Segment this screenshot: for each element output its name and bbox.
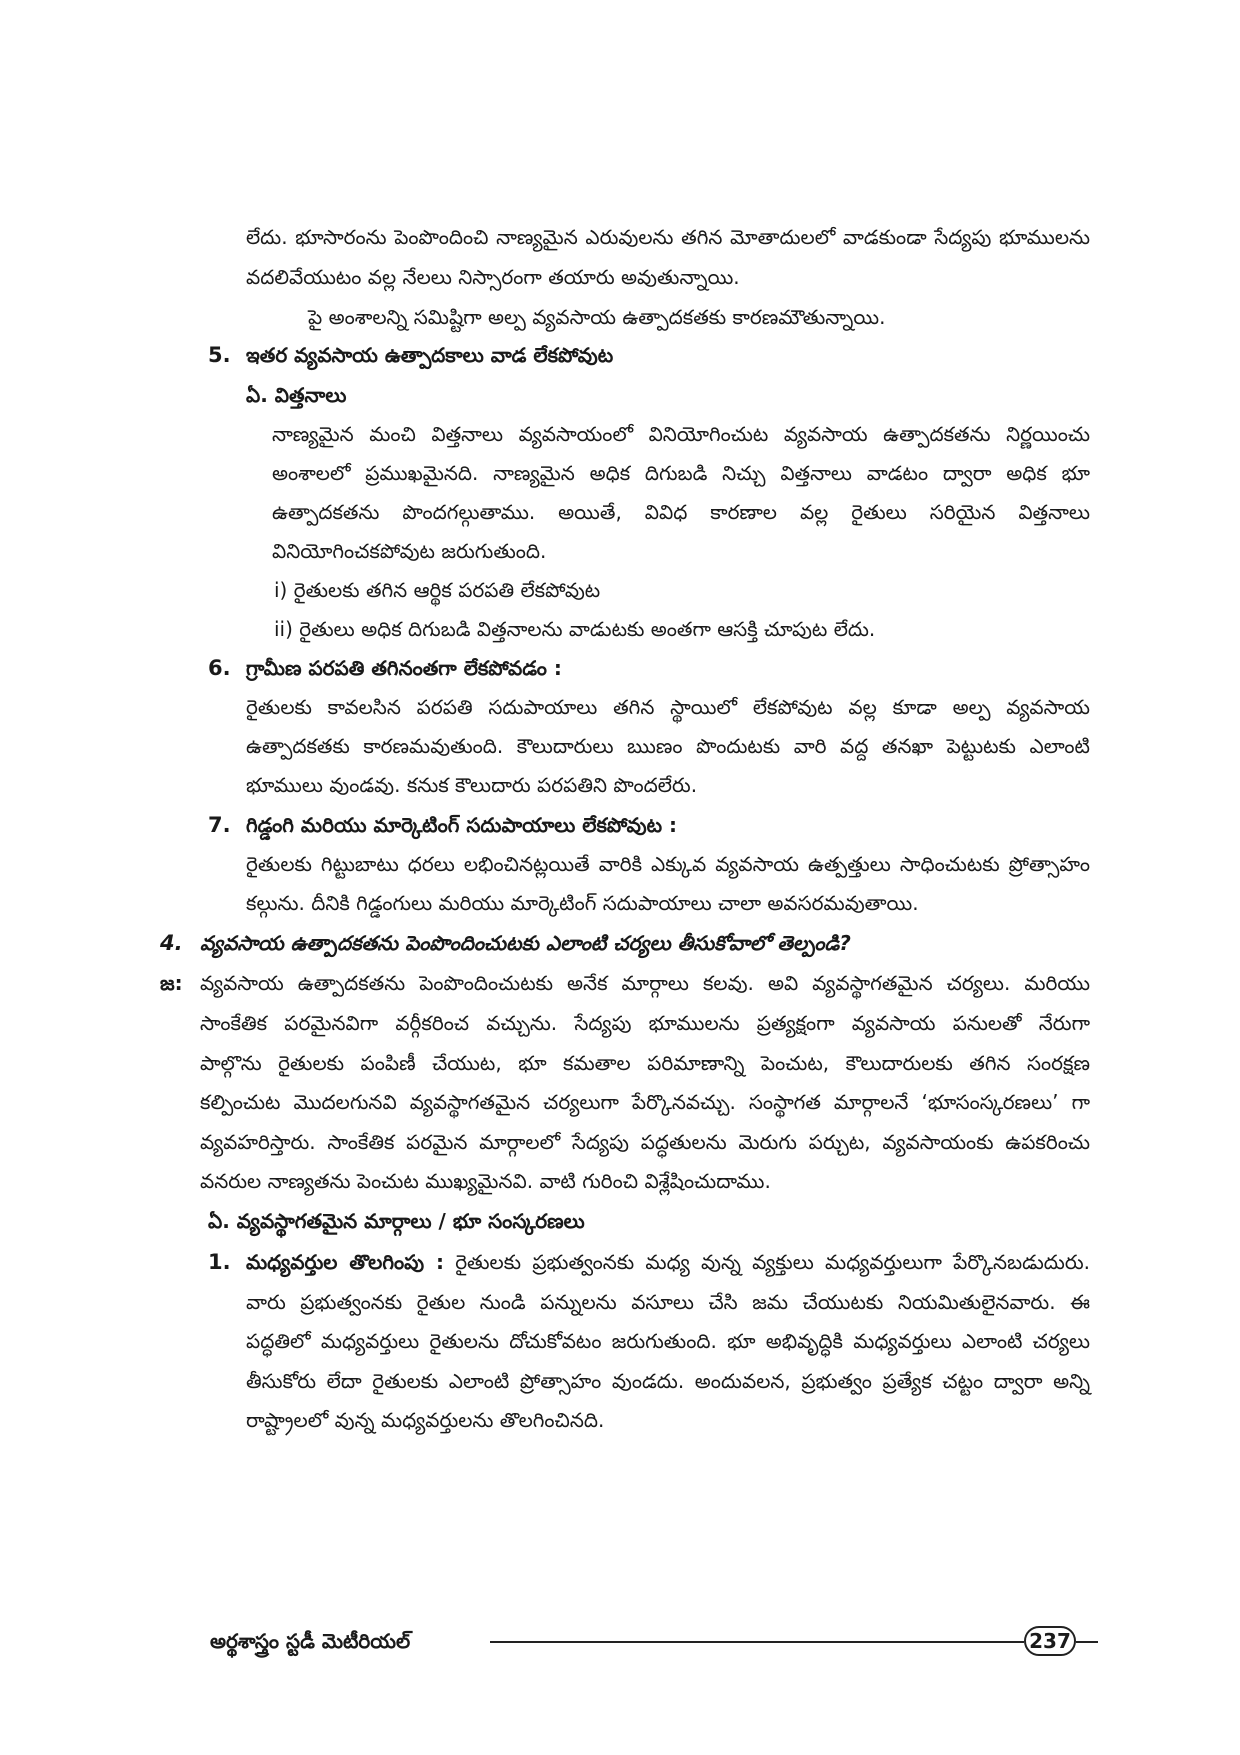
section-5-line-2: అంశాలలో ప్రముఖమైనది. నాణ్యమైన అధిక దిగుబడి నిచ్చు విత్తనాలు వాడటం ద్వారా అధిక భూ xyxy=(272,461,1090,485)
section-7-line-2: కల్గును. దీనికి గిడ్డంగులు మరియు మార్కెటింగ్ సదుపాయాలు చాలా అవసరమవుతాయి. xyxy=(246,891,919,915)
item-1-line-3: పద్ధతిలో మధ్యవర్తులు రైతులను దోచుకోవటం జరుగుతుంది. భూ అభివృద్ధికి మధ్యవర్తులు ఎలాంటి చర్యలు xyxy=(246,1329,1090,1353)
answer-line-5: వ్యవహరిస్తారు. సాంకేతిక పరమైన మార్గాలలో సేద్యపు పద్ధతులను మెరుగు పర్చుట, వ్యవసాయంకు ఉపకరించు xyxy=(200,1130,1090,1154)
section-5-line-3: ఉత్పాదకతను పొందగల్గుతాము. అయితే, వివిధ కారణాల వల్ల రైతులు సరియైన విత్తనాలు xyxy=(272,500,1090,524)
answer-line-6: వనరుల నాణ్యతను పెంచుట ముఖ్యమైనవి. వాటి గురించి విశ్లేషించుదాము. xyxy=(200,1169,771,1193)
answer-line-1: వ్యవసాయ ఉత్పాదకతను పెంపొందించుటకు అనేక మార్గాలు కలవు. అవి వ్యవస్థాగతమైన చర్యలు. మరియు xyxy=(200,971,1090,995)
section-5-line-1: నాణ్యమైన మంచి విత్తనాలు వ్యవసాయంలో వినియోగించుట వ్యవసాయ ఉత్పాదకతను నిర్ణయించు xyxy=(272,422,1090,446)
section-6-line-3: భూములు వుండవు. కనుక కౌలుదారు పరపతిని పొందలేరు. xyxy=(246,773,698,797)
section-5-heading: ఇతర వ్యవసాయ ఉత్పాదకాలు వాడ లేకపోవుట xyxy=(246,343,614,367)
section-7-number: 7. xyxy=(208,813,231,837)
section-6-number: 6. xyxy=(208,656,231,680)
intro-summary: పై అంశాలన్ని సమిష్టిగా అల్ప వ్యవసాయ ఉత్పాదకతకు కారణమౌతున్నాయి. xyxy=(308,305,886,329)
item-1-line-5: రాష్ట్రాలలో వున్న మధ్యవర్తులను తొలగించినది. xyxy=(246,1408,605,1432)
item-1-title: మధ్యవర్తుల తొలగింపు : xyxy=(246,1250,444,1274)
section-7-heading: గిడ్డంగి మరియు మార్కెటింగ్ సదుపాయాలు లేకపోవుట : xyxy=(246,813,678,837)
item-1-first-text: రైతులకు ప్రభుత్వంనకు మధ్య వున్న వ్యక్తులు మధ్యవర్తులుగా పేర్కొనబడుదురు. xyxy=(443,1250,1090,1274)
section-6-line-1: రైతులకు కావలసిన పరపతి సదుపాయాలు తగిన స్థాయిలో లేకపోవుట వల్ల కూడా అల్ప వ్యవసాయ xyxy=(246,695,1090,719)
item-1-line-4: తీసుకోరు లేదా రైతులకు ఎలాంటి ప్రోత్సాహం వుండదు. అందువలన, ప్రభుత్వం ప్రత్యేక చట్టం ద్వారా అన్ని xyxy=(246,1369,1090,1393)
answer-line-4: కల్పించుట మొదలగునవి వ్యవస్థాగతమైన చర్యలుగా పేర్కొనవచ్చు. సంస్థాగత మార్గాలనే ‘భూసంస్కరణలు’ గా xyxy=(200,1090,1090,1114)
item-1-first-line xyxy=(246,1247,1090,1277)
answer-subheading: ఏ. వ్యవస్థాగతమైన మార్గాలు / భూ సంస్కరణలు xyxy=(208,1209,585,1233)
answer-line-2: సాంకేతిక పరమైనవిగా వర్గీకరించ వచ్చును. సేద్యపు భూములను ప్రత్యక్షంగా వ్యవసాయ పనులతో నేరుగా xyxy=(200,1011,1090,1035)
footer-title: అర్థశాస్త్రం స్టడీ మెటీరియల్ xyxy=(210,1629,411,1653)
section-5-subheading: ఏ. విత్తనాలు xyxy=(246,383,347,407)
intro-line-1: లేదు. భూసారంను పెంపొందించి నాణ్యమైన ఎరువులను తగిన మోతాదులలో వాడకుండా సేద్యపు భూములను xyxy=(246,225,1090,249)
section-6-line-2: ఉత్పాదకతకు కారణమవుతుంది. కౌలుదారులు ఋణం పొందుటకు వారి వద్ద తనఖా పెట్టుటకు ఎలాంటి xyxy=(246,734,1090,758)
answer-line-3: పాల్గొను రైతులకు పంపిణీ చేయుట, భూ కమతాల పరిమాణాన్ని పెంచుట, కౌలుదారులకు తగిన సంరక్షణ xyxy=(200,1051,1090,1075)
list-item: i) రైతులకు తగిన ఆర్థిక పరపతి లేకపోవుట xyxy=(274,578,601,602)
section-7-line-1: రైతులకు గిట్టుబాటు ధరలు లభించినట్లయితే వారికి ఎక్కువ వ్యవసాయ ఉత్పత్తులు సాధించుటకు ప్రోత్సాహం xyxy=(246,852,1090,876)
list-item: ii) రైతులు అధిక దిగుబడి విత్తనాలను వాడుటకు అంతగా ఆసక్తి చూపుట లేదు. xyxy=(274,617,876,641)
question-number: 4. xyxy=(160,931,183,955)
section-5-line-4: వినియోగించకపోవుట జరుగుతుంది. xyxy=(272,539,547,563)
item-1-number: 1. xyxy=(208,1250,231,1274)
intro-line-2: వదలివేయుటం వల్ల నేలలు నిస్సారంగా తయారు అవుతున్నాయి. xyxy=(246,265,740,289)
section-5-number: 5. xyxy=(208,343,231,367)
section-6-heading: గ్రామీణ పరపతి తగినంతగా లేకపోవడం : xyxy=(246,656,562,680)
answer-label: జ: xyxy=(160,971,183,995)
item-1-line-2: వారు ప్రభుత్వంనకు రైతుల నుండి పన్నులను వసూలు చేసి జమ చేయుటకు నియమితులైనవారు. ఈ xyxy=(246,1290,1090,1314)
page-number: 237 xyxy=(1024,1626,1076,1656)
footer-rule xyxy=(490,1641,1024,1643)
question-text: వ్యవసాయ ఉత్పాదకతను పెంపొందించుటకు ఎలాంటి చర్యలు తీసుకోవాలో తెల్పండి? xyxy=(200,931,851,955)
footer-rule-end xyxy=(1076,1641,1098,1643)
